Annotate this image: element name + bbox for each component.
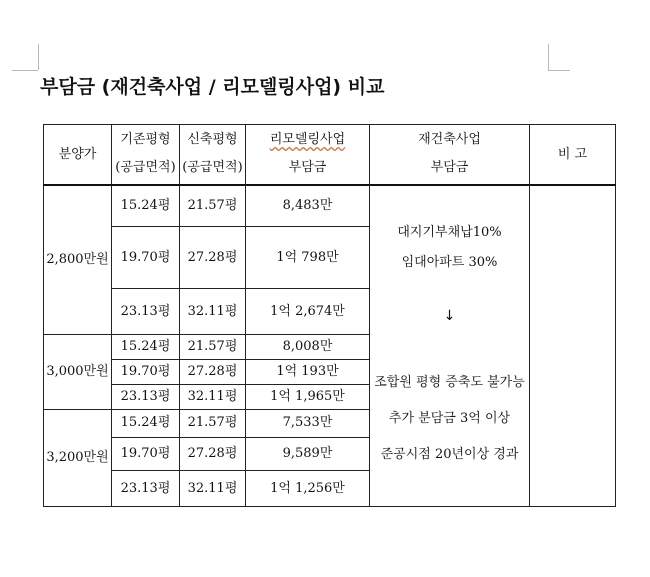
price-cell: 2,800만원	[44, 185, 112, 334]
margin-mark-top-left	[12, 70, 38, 71]
existing-size-cell: 15.24평	[112, 334, 180, 359]
header-price: 분양가	[44, 125, 112, 185]
existing-size-cell: 23.13평	[112, 384, 180, 409]
new-size-cell: 21.57평	[180, 409, 246, 437]
existing-size-cell: 23.13평	[112, 470, 180, 506]
document-title: 부담금 (재건축사업 / 리모델링사업) 비교	[40, 76, 385, 98]
remodel-charge-cell: 9,589만	[246, 437, 370, 470]
new-size-cell: 21.57평	[180, 185, 246, 227]
existing-size-cell: 23.13평	[112, 289, 180, 334]
header-existing-size: 기존평형 (공급면적)	[112, 125, 180, 185]
margin-mark-top-left	[38, 44, 39, 70]
new-size-cell: 32.11평	[180, 470, 246, 506]
new-size-cell: 32.11평	[180, 289, 246, 334]
existing-size-cell: 19.70평	[112, 227, 180, 289]
header-remark: 비 고	[530, 125, 616, 185]
rebuild-note: 조합원 평형 증축도 불가능	[374, 375, 525, 391]
table-row	[44, 185, 616, 227]
existing-size-cell: 15.24평	[112, 409, 180, 437]
remodel-charge-cell: 1억 1,965만	[246, 384, 370, 409]
existing-size-cell: 19.70평	[112, 359, 180, 384]
remodel-charge-cell: 7,533만	[246, 409, 370, 437]
rebuild-note: 대지기부채납10%	[397, 225, 502, 241]
remark-cell	[530, 185, 616, 507]
new-size-cell: 32.11평	[180, 384, 246, 409]
margin-mark-top-right	[548, 70, 570, 71]
rebuild-note: 준공시점 20년이상 경과	[380, 447, 519, 463]
header-row	[44, 125, 616, 185]
margin-mark-top-right	[548, 44, 549, 70]
rebuild-note: 임대아파트 30%	[401, 255, 498, 271]
remodel-charge-cell: 1억 1,256만	[246, 470, 370, 506]
comparison-table	[43, 124, 616, 507]
rebuild-note: 추가 분담금 3억 이상	[388, 411, 511, 427]
price-cell: 3,200만원	[44, 409, 112, 506]
down-arrow-icon: ↓	[443, 308, 456, 325]
new-size-cell: 27.28평	[180, 227, 246, 289]
remodel-charge-cell: 1억 798만	[246, 227, 370, 289]
existing-size-cell: 19.70평	[112, 437, 180, 470]
header-rebuild-charge: 재건축사업 부담금	[370, 125, 530, 185]
new-size-cell: 27.28평	[180, 359, 246, 384]
remodel-charge-cell: 1억 193만	[246, 359, 370, 384]
rebuild-notes-cell	[370, 185, 530, 507]
new-size-cell: 27.28평	[180, 437, 246, 470]
new-size-cell: 21.57평	[180, 334, 246, 359]
header-new-size: 신축평형 (공급면적)	[180, 125, 246, 185]
remodel-charge-cell: 8,483만	[246, 185, 370, 227]
header-remodel-charge: 리모델링사업 부담금	[246, 125, 370, 185]
existing-size-cell: 15.24평	[112, 185, 180, 227]
remodel-charge-cell: 1억 2,674만	[246, 289, 370, 334]
price-cell: 3,000만원	[44, 334, 112, 409]
remodel-charge-cell: 8,008만	[246, 334, 370, 359]
